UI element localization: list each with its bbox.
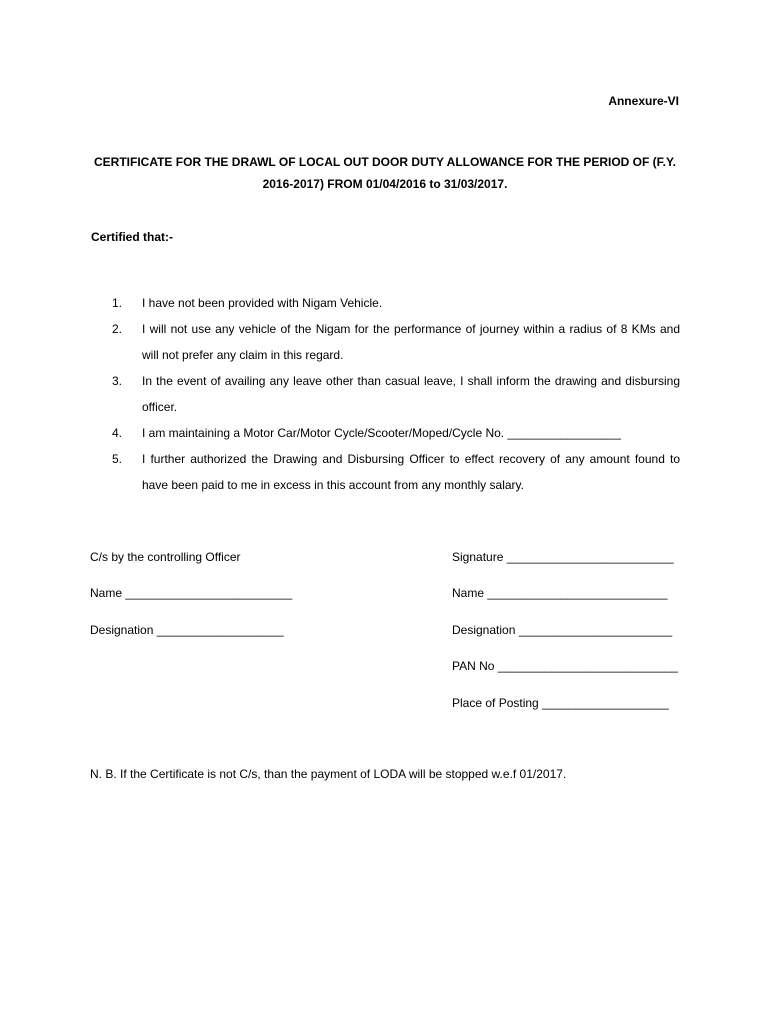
item-text: I will not use any vehicle of the Nigam for the performance of journey within a radius of 8 KMs and will not prefer any claim in this regard.: [142, 322, 680, 362]
signature-field: Signature _________________________: [452, 550, 674, 564]
item-number: 4.: [112, 426, 123, 440]
place-of-posting-field: Place of Posting ___________________: [452, 696, 669, 710]
title-line-2: 2016-2017) FROM 01/04/2016 to 31/03/2017.: [262, 177, 508, 191]
declaration-list: [90, 290, 680, 498]
declaration-item: [90, 446, 680, 498]
certificate-title: [90, 151, 680, 195]
annexure-label: Annexure-VI: [608, 94, 679, 108]
declaration-item: [90, 368, 680, 420]
controlling-officer-name-field: Name _________________________: [90, 586, 293, 600]
item-number: 5.: [112, 452, 123, 466]
declaration-item: [90, 420, 680, 446]
certified-heading: Certified that:-: [91, 230, 173, 244]
item-number: 3.: [112, 374, 123, 388]
item-number: 1.: [112, 296, 123, 310]
item-text: I further authorized the Drawing and Disbursing Officer to effect recovery of any amount found to have been paid to me in excess in this account from any monthly salary.: [142, 452, 680, 492]
declaration-item: [90, 316, 680, 368]
controlling-officer-designation-field: Designation ___________________: [90, 623, 284, 637]
item-text: In the event of availing any leave other than casual leave, I shall inform the drawing and disbursing officer.: [142, 374, 680, 414]
employee-designation-field: Designation _______________________: [452, 623, 673, 637]
controlling-officer-label: C/s by the controlling Officer: [90, 550, 241, 564]
item-number: 2.: [112, 322, 123, 336]
item-text: I am maintaining a Motor Car/Motor Cycle/Scooter/Moped/Cycle No. _________________: [142, 426, 621, 440]
declaration-item: [90, 290, 680, 316]
footnote: N. B. If the Certificate is not C/s, than the payment of LODA will be stopped w.e.f 01/2017.: [90, 767, 567, 781]
employee-name-field: Name ___________________________: [452, 586, 668, 600]
pan-number-field: PAN No ___________________________: [452, 659, 678, 673]
item-text: I have not been provided with Nigam Vehicle.: [142, 296, 383, 310]
title-line-1: CERTIFICATE FOR THE DRAWL OF LOCAL OUT DOOR DUTY ALLOWANCE FOR THE PERIOD OF (F.Y.: [94, 155, 676, 169]
